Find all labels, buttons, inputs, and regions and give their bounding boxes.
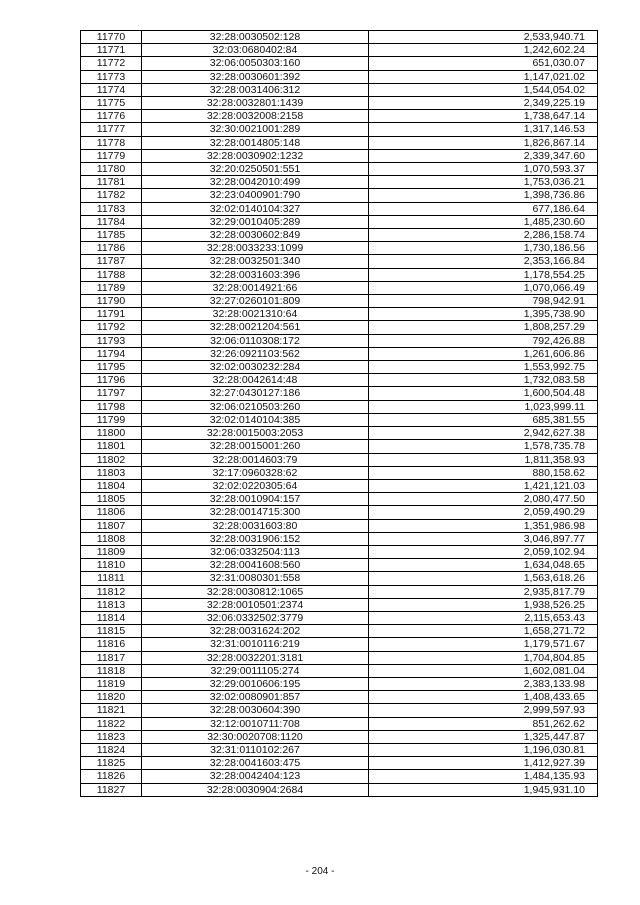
row-number-cell: 11799 — [81, 413, 142, 426]
row-number-cell: 11807 — [81, 519, 142, 532]
row-number-cell: 11824 — [81, 743, 142, 756]
amount-cell: 1,704,804.85 — [369, 651, 598, 664]
cadastral-number-cell: 32:28:0015001:260 — [142, 440, 369, 453]
table-row — [81, 453, 598, 466]
cadastral-number-cell: 32:28:0041608:560 — [142, 559, 369, 572]
row-number-cell: 11798 — [81, 400, 142, 413]
table-row — [81, 374, 598, 387]
row-number-cell: 11784 — [81, 215, 142, 228]
cadastral-number-cell: 32:23:0400901:790 — [142, 189, 369, 202]
row-number-cell: 11808 — [81, 532, 142, 545]
amount-cell: 685,381.55 — [369, 413, 598, 426]
amount-cell: 1,408,433.65 — [369, 691, 598, 704]
table-row — [81, 519, 598, 532]
row-number-cell: 11826 — [81, 770, 142, 783]
row-number-cell: 11800 — [81, 427, 142, 440]
row-number-cell: 11792 — [81, 321, 142, 334]
row-number-cell: 11816 — [81, 638, 142, 651]
table-row — [81, 651, 598, 664]
cadastral-number-cell: 32:20:0250501:551 — [142, 163, 369, 176]
cadastral-number-cell: 32:28:0014921:66 — [142, 281, 369, 294]
cadastral-number-cell: 32:28:0032801:1439 — [142, 97, 369, 110]
table-row — [81, 361, 598, 374]
row-number-cell: 11795 — [81, 361, 142, 374]
table-row — [81, 242, 598, 255]
table-row — [81, 387, 598, 400]
row-number-cell: 11782 — [81, 189, 142, 202]
cadastral-number-cell: 32:28:0032501:340 — [142, 255, 369, 268]
table-row — [81, 493, 598, 506]
amount-cell: 2,080,477.50 — [369, 493, 598, 506]
table-row — [81, 770, 598, 783]
amount-cell: 1,553,992.75 — [369, 361, 598, 374]
amount-cell: 2,059,490.29 — [369, 506, 598, 519]
cadastral-number-cell: 32:03:0680402:84 — [142, 44, 369, 57]
table-row — [81, 559, 598, 572]
cadastral-number-cell: 32:29:0010405:289 — [142, 215, 369, 228]
row-number-cell: 11810 — [81, 559, 142, 572]
table-row — [81, 163, 598, 176]
amount-cell: 1,826,867.14 — [369, 136, 598, 149]
table-row — [81, 479, 598, 492]
amount-cell: 1,485,230.60 — [369, 215, 598, 228]
table-row — [81, 743, 598, 756]
row-number-cell: 11815 — [81, 625, 142, 638]
row-number-cell: 11780 — [81, 163, 142, 176]
table-row — [81, 440, 598, 453]
cadastral-number-cell: 32:06:0332502:3779 — [142, 611, 369, 624]
amount-cell: 1,544,054.02 — [369, 83, 598, 96]
table-row — [81, 123, 598, 136]
cadastral-number-cell: 32:12:0010711:708 — [142, 717, 369, 730]
cadastral-number-cell: 32:31:0010116:219 — [142, 638, 369, 651]
amount-cell: 2,339,347.60 — [369, 149, 598, 162]
amount-cell: 1,421,121.03 — [369, 479, 598, 492]
row-number-cell: 11801 — [81, 440, 142, 453]
table-row — [81, 677, 598, 690]
table-row — [81, 545, 598, 558]
table-row — [81, 400, 598, 413]
cadastral-number-cell: 32:28:0031603:396 — [142, 268, 369, 281]
amount-cell: 1,600,504.48 — [369, 387, 598, 400]
row-number-cell: 11776 — [81, 110, 142, 123]
amount-cell: 1,563,618.26 — [369, 572, 598, 585]
row-number-cell: 11788 — [81, 268, 142, 281]
table-row — [81, 506, 598, 519]
amount-cell: 3,046,897.77 — [369, 532, 598, 545]
amount-cell: 1,938,526.25 — [369, 598, 598, 611]
amount-cell: 1,398,736.86 — [369, 189, 598, 202]
cadastral-number-cell: 32:28:0031624:202 — [142, 625, 369, 638]
cadastral-number-cell: 32:02:0220305:64 — [142, 479, 369, 492]
amount-cell: 1,242,602.24 — [369, 44, 598, 57]
table-row — [81, 281, 598, 294]
cadastral-number-cell: 32:28:0014715:300 — [142, 506, 369, 519]
land-parcel-table — [80, 30, 598, 797]
amount-cell: 2,533,940.71 — [369, 31, 598, 44]
row-number-cell: 11791 — [81, 308, 142, 321]
amount-cell: 1,484,135.93 — [369, 770, 598, 783]
amount-cell: 2,942,627.38 — [369, 427, 598, 440]
row-number-cell: 11781 — [81, 176, 142, 189]
page-number: - 204 - — [305, 866, 335, 877]
amount-cell: 1,261,606.86 — [369, 347, 598, 360]
row-number-cell: 11821 — [81, 704, 142, 717]
amount-cell: 1,325,447.87 — [369, 730, 598, 743]
table-row — [81, 638, 598, 651]
table-row — [81, 202, 598, 215]
amount-cell: 1,178,554.25 — [369, 268, 598, 281]
table-row — [81, 427, 598, 440]
table-row — [81, 664, 598, 677]
amount-cell: 792,426.88 — [369, 334, 598, 347]
cadastral-number-cell: 32:27:0430127:186 — [142, 387, 369, 400]
amount-cell: 1,351,986.98 — [369, 519, 598, 532]
row-number-cell: 11789 — [81, 281, 142, 294]
amount-cell: 1,395,738.90 — [369, 308, 598, 321]
row-number-cell: 11778 — [81, 136, 142, 149]
table-row — [81, 97, 598, 110]
table-row — [81, 611, 598, 624]
row-number-cell: 11809 — [81, 545, 142, 558]
amount-cell: 1,732,083.58 — [369, 374, 598, 387]
cadastral-number-cell: 32:28:0014805:148 — [142, 136, 369, 149]
row-number-cell: 11787 — [81, 255, 142, 268]
cadastral-number-cell: 32:28:0033233:1099 — [142, 242, 369, 255]
table-row — [81, 149, 598, 162]
amount-cell: 2,999,597.93 — [369, 704, 598, 717]
amount-cell: 798,942.91 — [369, 295, 598, 308]
amount-cell: 1,753,036.21 — [369, 176, 598, 189]
cadastral-number-cell: 32:28:0042614:48 — [142, 374, 369, 387]
cadastral-number-cell: 32:02:0140104:327 — [142, 202, 369, 215]
table-row — [81, 136, 598, 149]
table-row — [81, 572, 598, 585]
table-row — [81, 229, 598, 242]
amount-cell: 1,945,931.10 — [369, 783, 598, 796]
cadastral-number-cell: 32:02:0140104:385 — [142, 413, 369, 426]
amount-cell: 2,349,225.19 — [369, 97, 598, 110]
amount-cell: 851,262.62 — [369, 717, 598, 730]
cadastral-number-cell: 32:31:0080301:558 — [142, 572, 369, 585]
cadastral-number-cell: 32:17:0960328:62 — [142, 466, 369, 479]
row-number-cell: 11796 — [81, 374, 142, 387]
table-row — [81, 783, 598, 796]
row-number-cell: 11825 — [81, 757, 142, 770]
amount-cell: 880,158.62 — [369, 466, 598, 479]
amount-cell: 677,186.64 — [369, 202, 598, 215]
cadastral-number-cell: 32:28:0031406:312 — [142, 83, 369, 96]
cadastral-number-cell: 32:28:0032008:2158 — [142, 110, 369, 123]
amount-cell: 1,811,358.93 — [369, 453, 598, 466]
cadastral-number-cell: 32:28:0010501:2374 — [142, 598, 369, 611]
amount-cell: 1,147,021.02 — [369, 70, 598, 83]
amount-cell: 1,578,735.78 — [369, 440, 598, 453]
cadastral-number-cell: 32:28:0030902:1232 — [142, 149, 369, 162]
amount-cell: 1,317,146.53 — [369, 123, 598, 136]
amount-cell: 1,730,186.56 — [369, 242, 598, 255]
row-number-cell: 11774 — [81, 83, 142, 96]
cadastral-number-cell: 32:28:0030502:128 — [142, 31, 369, 44]
table-row — [81, 83, 598, 96]
cadastral-number-cell: 32:31:0110102:267 — [142, 743, 369, 756]
cadastral-number-cell: 32:28:0015003:2053 — [142, 427, 369, 440]
cadastral-number-cell: 32:28:0021204:561 — [142, 321, 369, 334]
amount-cell: 1,412,927.39 — [369, 757, 598, 770]
cadastral-number-cell: 32:28:0014603:79 — [142, 453, 369, 466]
cadastral-number-cell: 32:02:0030232:284 — [142, 361, 369, 374]
row-number-cell: 11819 — [81, 677, 142, 690]
cadastral-number-cell: 32:28:0041603:475 — [142, 757, 369, 770]
amount-cell: 2,383,133.98 — [369, 677, 598, 690]
amount-cell: 1,808,257.29 — [369, 321, 598, 334]
row-number-cell: 11785 — [81, 229, 142, 242]
cadastral-number-cell: 32:30:0021001:289 — [142, 123, 369, 136]
row-number-cell: 11805 — [81, 493, 142, 506]
row-number-cell: 11783 — [81, 202, 142, 215]
amount-cell: 651,030.07 — [369, 57, 598, 70]
row-number-cell: 11777 — [81, 123, 142, 136]
row-number-cell: 11820 — [81, 691, 142, 704]
table-row — [81, 347, 598, 360]
table-row — [81, 704, 598, 717]
table-row — [81, 321, 598, 334]
cadastral-number-cell: 32:26:0921103:562 — [142, 347, 369, 360]
amount-cell: 1,070,066.49 — [369, 281, 598, 294]
table-row — [81, 44, 598, 57]
table-row — [81, 255, 598, 268]
row-number-cell: 11772 — [81, 57, 142, 70]
table-row — [81, 176, 598, 189]
table-row — [81, 189, 598, 202]
cadastral-number-cell: 32:06:0110308:172 — [142, 334, 369, 347]
amount-cell: 1,738,647.14 — [369, 110, 598, 123]
table-row — [81, 625, 598, 638]
cadastral-number-cell: 32:28:0042010:499 — [142, 176, 369, 189]
table-row — [81, 717, 598, 730]
table-row — [81, 268, 598, 281]
table-row — [81, 730, 598, 743]
table-row — [81, 691, 598, 704]
row-number-cell: 11817 — [81, 651, 142, 664]
row-number-cell: 11811 — [81, 572, 142, 585]
cadastral-number-cell: 32:28:0030812:1065 — [142, 585, 369, 598]
table-row — [81, 757, 598, 770]
row-number-cell: 11822 — [81, 717, 142, 730]
cadastral-number-cell: 32:28:0021310:64 — [142, 308, 369, 321]
amount-cell: 1,023,999.11 — [369, 400, 598, 413]
cadastral-number-cell: 32:28:0030601:392 — [142, 70, 369, 83]
row-number-cell: 11794 — [81, 347, 142, 360]
cadastral-number-cell: 32:29:0010606:195 — [142, 677, 369, 690]
table-row — [81, 308, 598, 321]
row-number-cell: 11775 — [81, 97, 142, 110]
row-number-cell: 11802 — [81, 453, 142, 466]
amount-cell: 1,658,271.72 — [369, 625, 598, 638]
amount-cell: 2,059,102.94 — [369, 545, 598, 558]
table-row — [81, 110, 598, 123]
amount-cell: 1,070,593.37 — [369, 163, 598, 176]
row-number-cell: 11818 — [81, 664, 142, 677]
table-row — [81, 598, 598, 611]
table-row — [81, 215, 598, 228]
cadastral-number-cell: 32:28:0042404:123 — [142, 770, 369, 783]
amount-cell: 1,634,048.65 — [369, 559, 598, 572]
row-number-cell: 11803 — [81, 466, 142, 479]
table-row — [81, 585, 598, 598]
table-row — [81, 413, 598, 426]
amount-cell: 2,286,158.74 — [369, 229, 598, 242]
cadastral-number-cell: 32:27:0260101:809 — [142, 295, 369, 308]
row-number-cell: 11813 — [81, 598, 142, 611]
cadastral-number-cell: 32:28:0030904:2684 — [142, 783, 369, 796]
table-row — [81, 70, 598, 83]
row-number-cell: 11827 — [81, 783, 142, 796]
table-row — [81, 466, 598, 479]
row-number-cell: 11812 — [81, 585, 142, 598]
row-number-cell: 11770 — [81, 31, 142, 44]
cadastral-number-cell: 32:28:0031906:152 — [142, 532, 369, 545]
row-number-cell: 11793 — [81, 334, 142, 347]
amount-cell: 2,115,653.43 — [369, 611, 598, 624]
cadastral-number-cell: 32:28:0030604:390 — [142, 704, 369, 717]
table-row — [81, 295, 598, 308]
amount-cell: 2,353,166.84 — [369, 255, 598, 268]
row-number-cell: 11786 — [81, 242, 142, 255]
amount-cell: 2,935,817.79 — [369, 585, 598, 598]
amount-cell: 1,196,030.81 — [369, 743, 598, 756]
amount-cell: 1,602,081.04 — [369, 664, 598, 677]
row-number-cell: 11814 — [81, 611, 142, 624]
row-number-cell: 11790 — [81, 295, 142, 308]
cadastral-number-cell: 32:06:0050303:160 — [142, 57, 369, 70]
row-number-cell: 11779 — [81, 149, 142, 162]
table-row — [81, 334, 598, 347]
cadastral-number-cell: 32:30:0020708:1120 — [142, 730, 369, 743]
row-number-cell: 11823 — [81, 730, 142, 743]
table-row — [81, 31, 598, 44]
table-row — [81, 532, 598, 545]
cadastral-number-cell: 32:28:0030602:849 — [142, 229, 369, 242]
cadastral-number-cell: 32:06:0210503:260 — [142, 400, 369, 413]
cadastral-number-cell: 32:02:0080901:857 — [142, 691, 369, 704]
row-number-cell: 11773 — [81, 70, 142, 83]
row-number-cell: 11804 — [81, 479, 142, 492]
cadastral-number-cell: 32:06:0332504:113 — [142, 545, 369, 558]
cadastral-number-cell: 32:28:0031603:80 — [142, 519, 369, 532]
table-row — [81, 57, 598, 70]
amount-cell: 1,179,571.67 — [369, 638, 598, 651]
cadastral-number-cell: 32:29:0011105:274 — [142, 664, 369, 677]
row-number-cell: 11806 — [81, 506, 142, 519]
row-number-cell: 11771 — [81, 44, 142, 57]
table-body — [81, 31, 598, 797]
cadastral-number-cell: 32:28:0010904:157 — [142, 493, 369, 506]
cadastral-number-cell: 32:28:0032201:3181 — [142, 651, 369, 664]
row-number-cell: 11797 — [81, 387, 142, 400]
